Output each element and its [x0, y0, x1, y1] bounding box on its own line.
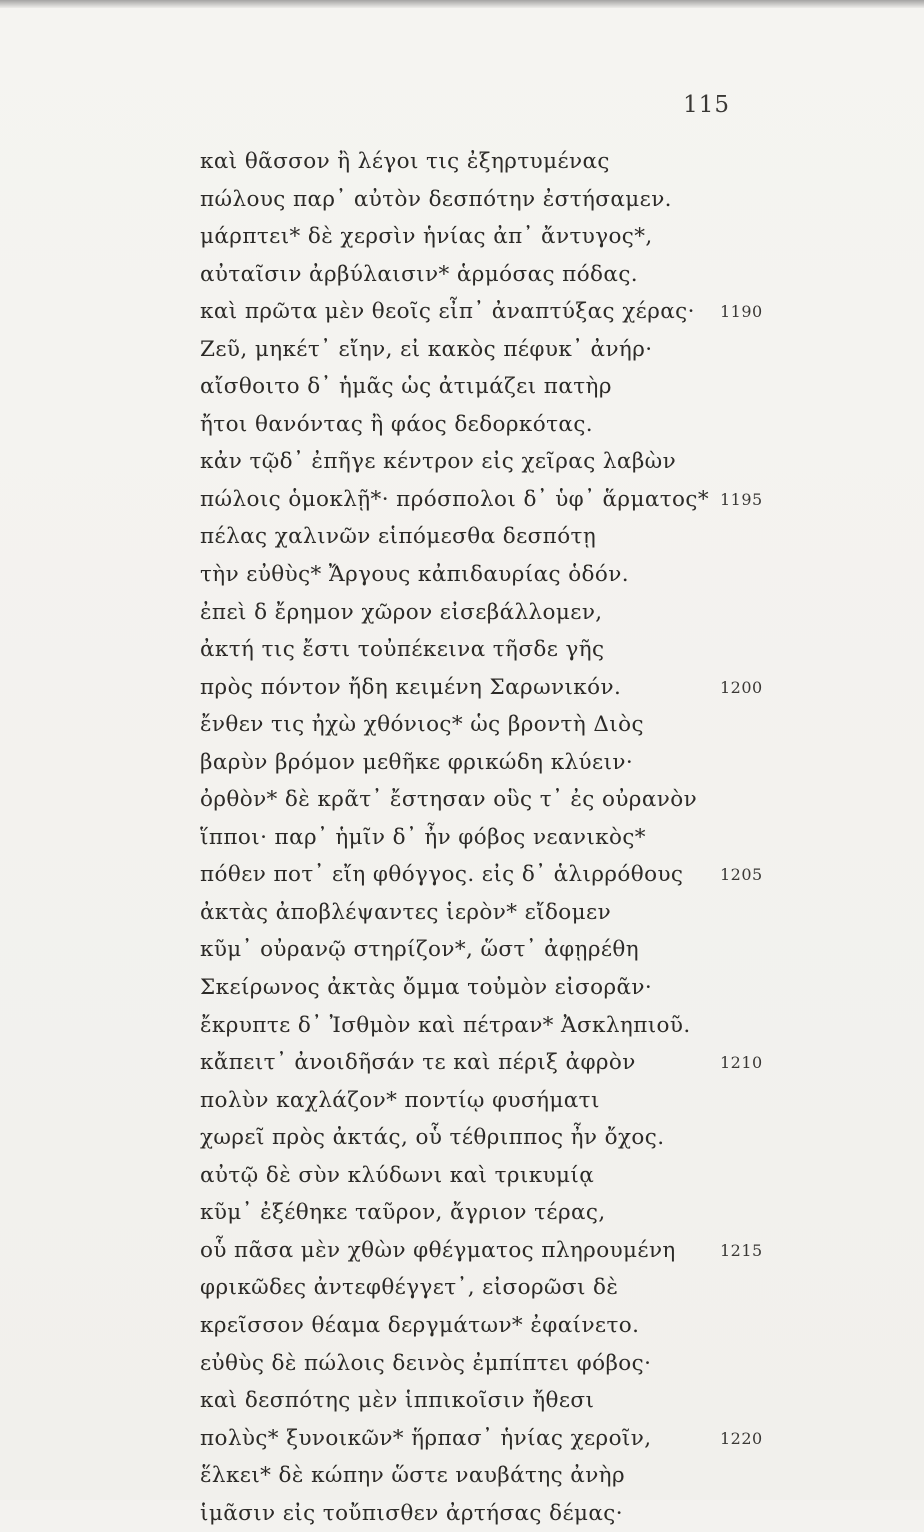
verse-line [200, 1307, 720, 1345]
verse-line-text: αἴσθοιτο δ᾽ ἡμᾶς ὡς ἀτιμάζει πατὴρ [200, 374, 612, 400]
verse-line [200, 1194, 720, 1232]
verse-line [200, 819, 720, 857]
verse-line-text: Σκείρωνος ἀκτὰς ὄμμα τοὐμὸν εἰσορᾶν· [200, 975, 653, 1001]
line-number: 1205 [720, 865, 763, 885]
verse-line [200, 1082, 720, 1120]
verse-line [200, 181, 720, 219]
verse-line [200, 256, 720, 294]
verse-line [200, 969, 720, 1007]
verse-line-text: καὶ πρῶτα μὲν θεοῖς εἶπ᾽ ἀναπτύξας χέρας· [200, 299, 695, 325]
verse-line [200, 706, 720, 744]
verse-line [200, 293, 763, 331]
verse-line-text: ὀρθὸν* δὲ κρᾶτ᾽ ἔστησαν οὓς τ᾽ ἐς οὐρανὸν [200, 787, 698, 813]
verse-line-text: ἤτοι θανόντας ἢ φάος δεδορκότας. [200, 411, 594, 437]
line-number: 1220 [720, 1428, 763, 1448]
verse-line [200, 406, 720, 444]
line-number: 1200 [720, 677, 763, 697]
verse-line [200, 1044, 763, 1082]
verse-line-text: χωρεῖ πρὸς ἀκτάς, οὗ τέθριππος ἦν ὄχος. [200, 1125, 665, 1151]
verse-line [200, 368, 720, 406]
line-number: 1215 [720, 1240, 763, 1260]
verse-line [200, 518, 720, 556]
verse-line-text: καὶ δεσπότης μὲν ἱππικοῖσιν ἤθεσι [200, 1388, 595, 1414]
verse-line-text: ἕλκει* δὲ κώπην ὥστε ναυβάτης ἀνὴρ [200, 1463, 625, 1489]
verse-line [200, 1007, 720, 1045]
verse-line-text: καὶ θᾶσσον ἢ λέγοι τις ἐξηρτυμένας [200, 149, 610, 174]
line-number: 1210 [720, 1053, 763, 1073]
line-number: 1190 [720, 302, 763, 322]
verse-line-text: ἐπεὶ δ ἔρημον χῶρον εἰσεβάλλομεν, [200, 599, 603, 625]
verse-line-text: πολὺν καχλάζον* ποντίῳ φυσήματι [200, 1087, 600, 1113]
verse-line-text: κῦμ᾽ οὐρανῷ στηρίζον*, ὥστ᾽ ἀφῃρέθη [200, 937, 640, 963]
verse-block [200, 143, 763, 1532]
verse-line [200, 894, 720, 932]
verse-line-text: Ζεῦ, μηκέτ᾽ εἴην, εἰ κακὸς πέφυκ᾽ ἀνήρ· [200, 336, 653, 362]
verse-line-text: κῦμ᾽ ἐξέθηκε ταῦρον, ἄγριον τέρας, [200, 1200, 606, 1226]
verse-line-text: φρικῶδες ἀντεφθέγγετ᾽, εἰσορῶσι δὲ [200, 1275, 619, 1301]
page-top-edge [0, 0, 924, 8]
verse-line [200, 931, 720, 969]
verse-line-text: πέλας χαλινῶν εἱπόμεσθα δεσπότῃ [200, 524, 597, 550]
verse-line-text: κἀν τῷδ᾽ ἐπῆγε κέντρον εἰς χεῖρας λαβὼν [200, 449, 677, 475]
verse-line-text: ἀκτὰς ἀποβλέψαντες ἱερὸν* εἴδομεν [200, 899, 612, 925]
verse-line-text: αὐτῷ δὲ σὺν κλύδωνι καὶ τρικυμίᾳ [200, 1162, 595, 1188]
verse-line-text: ἀκτή τις ἔστι τοὐπέκεινα τῆσδε γῆς [200, 637, 605, 663]
verse-line [200, 443, 720, 481]
verse-line [200, 1495, 720, 1532]
verse-line-text: πώλους παρ᾽ αὐτὸν δεσπότην ἐστήσαμεν. [200, 186, 672, 212]
verse-line [200, 856, 763, 894]
verse-line-text: ἔνθεν τις ἠχὼ χθόνιος* ὡς βροντὴ Διὸς [200, 712, 644, 738]
verse-line [200, 1232, 763, 1270]
verse-line-text: ἔκρυπτε δ᾽ Ἰσθμὸν καὶ πέτραν* Ἀσκληπιοῦ. [200, 1012, 691, 1038]
verse-line-text: κἄπειτ᾽ ἀνοιδῆσάν τε καὶ πέριξ ἀφρὸν [200, 1050, 636, 1076]
verse-line-text: πολὺς* ξυνοικῶν* ἥρπασ᾽ ἡνίας χεροῖν, [200, 1425, 652, 1451]
verse-line [200, 218, 720, 256]
verse-line [200, 1457, 720, 1495]
verse-line-text: κρεῖσσον θέαμα δεργμάτων* ἐφαίνετο. [200, 1312, 640, 1338]
verse-line-text: εὐθὺς δὲ πώλοις δεινὸς ἐμπίπτει φόβος· [200, 1350, 652, 1376]
verse-line-text: μάρπτει* δὲ χερσὶν ἡνίας ἀπ᾽ ἄντυγος*, [200, 224, 653, 250]
verse-line-text: βαρὺν βρόμον μεθῆκε φρικώδη κλύειν· [200, 749, 634, 775]
verse-line [200, 1119, 720, 1157]
verse-line [200, 481, 763, 519]
verse-line [200, 1382, 720, 1420]
verse-line [200, 744, 720, 782]
verse-line [200, 669, 763, 707]
verse-line [200, 1420, 763, 1458]
verse-line [200, 331, 720, 369]
line-number: 1195 [720, 489, 763, 509]
verse-line-text: αὐταῖσιν ἀρβύλαισιν* ἁρμόσας πόδας. [200, 261, 638, 287]
verse-line [200, 143, 720, 181]
verse-line [200, 631, 720, 669]
verse-line [200, 1157, 720, 1195]
verse-line-text: ἵπποι· παρ᾽ ἡμῖν δ᾽ ἦν φόβος νεανικὸς* [200, 824, 646, 850]
verse-line [200, 594, 720, 632]
verse-line-text: οὗ πᾶσα μὲν χθὼν φθέγματος πληρουμένη [200, 1237, 676, 1263]
page-number: 115 [683, 92, 730, 118]
verse-line-text: πώλοις ὁμοκλῇ*· πρόσπολοι δ᾽ ὑφ᾽ ἅρματος* [200, 486, 709, 512]
verse-line [200, 781, 720, 819]
verse-line-text: ἱμᾶσιν εἰς τοὔπισθεν ἀρτήσας δέμας· [200, 1500, 623, 1526]
verse-line [200, 556, 720, 594]
verse-line [200, 1269, 720, 1307]
verse-line-text: πρὸς πόντον ἤδη κειμένη Σαρωνικόν. [200, 674, 622, 700]
verse-line [200, 1345, 720, 1383]
verse-line-text: τὴν εὐθὺς* Ἄργους κἀπιδαυρίας ὁδόν. [200, 562, 629, 588]
verse-line-text: πόθεν ποτ᾽ εἴη φθόγγος. εἰς δ᾽ ἁλιρρόθους [200, 862, 684, 888]
